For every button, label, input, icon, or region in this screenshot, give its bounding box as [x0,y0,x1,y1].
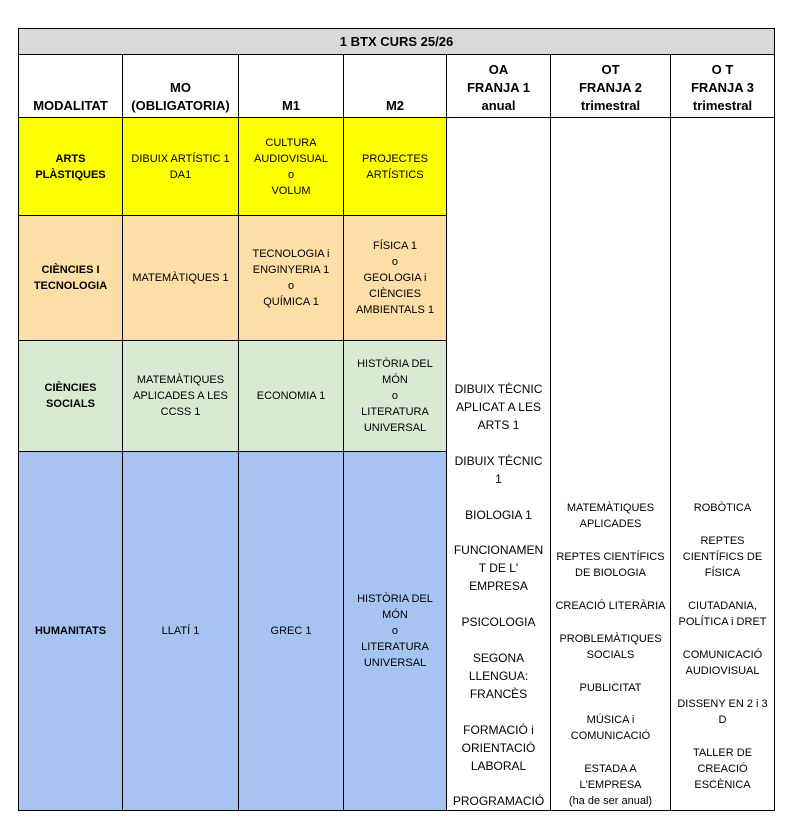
oa-option: PROGRAMACIÓ [452,794,545,808]
modalitat-ciencies-socials: CIÈNCIES SOCIALS [18,340,123,452]
m1-arts: CULTURA AUDIOVISUAL o VOLUM [238,117,344,216]
header-ot-franja-3: O T FRANJA 3 trimestral [670,54,775,118]
table-title: 1 BTX CURS 25/26 [18,28,775,55]
m2-arts: PROJECTES ARTÍSTICS [343,117,447,216]
header-ot-franja-2: OT FRANJA 2 trimestral [550,54,671,118]
m1-humanitats: GREC 1 [238,451,344,811]
ot3-option: DISSENY EN 2 i 3 D [677,698,768,726]
ot2-option: CREACIÓ LITERÀRIA [555,600,666,612]
m2-ciencies-socials: HISTÒRIA DEL MÓN o LITERATURA UNIVERSAL [343,340,447,452]
header-oa-franja-1: OA FRANJA 1 anual [446,54,551,118]
oa-option: DIBUIX TÈCNIC APLICAT A LES ARTS 1 [454,382,543,432]
header-m2: M2 [343,54,447,118]
m1-ciencies-tecnologia: TECNOLOGIA i ENGINYERIA 1 o QUÍMICA 1 [238,215,344,341]
ot3-option: ROBÒTICA [693,502,752,514]
ot2-option: PUBLICITAT [579,682,642,694]
header-m1: M1 [238,54,344,118]
mo-ciencies-socials: MATEMÀTIQUES APLICADES A LES CCSS 1 [122,340,239,452]
ot3-option: COMUNICACIÓ AUDIOVISUAL [682,649,763,677]
ot2-option: ESTADA A L'EMPRESA (ha de ser anual) [568,763,653,807]
mo-ciencies-tecnologia: MATEMÀTIQUES 1 [122,215,239,341]
oa-option: SEGONA LLENGUA: FRANCÈS [468,651,529,701]
oa-options-column [446,117,551,811]
modalitat-humanitats: HUMANITATS [18,451,123,811]
ot3-option: CIUTADANIA, POLÍTICA i DRET [678,600,767,628]
m2-humanitats: HISTÒRIA DEL MÓN o LITERATURA UNIVERSAL [343,451,447,811]
ot2-option: PROBLEMÀTIQUES SOCIALS [559,633,662,661]
oa-option: PSICOLOGIA [461,615,536,629]
modalitat-arts: ARTS PLÀSTIQUES [18,117,123,216]
m1-ciencies-socials: ECONOMIA 1 [238,340,344,452]
ot2-option: MÚSICA i COMUNICACIÓ [570,714,651,742]
ot2-options-column [550,117,671,811]
ot2-option: REPTES CIENTÍFICS DE BIOLOGIA [556,551,665,579]
oa-option: FORMACIÓ i ORIENTACIÓ LABORAL [461,723,536,773]
schedule-table [18,28,775,811]
modalitat-ciencies-tecnologia: CIÈNCIES I TECNOLOGIA [18,215,123,341]
header-modalitat: MODALITAT [18,54,123,118]
mo-humanitats: LLATÍ 1 [122,451,239,811]
mo-arts: DIBUIX ARTÍSTIC 1 DA1 [122,117,239,216]
ot3-option: REPTES CIENTÍFICS DE FÍSICA [682,535,763,579]
oa-option: DIBUIX TÈCNIC 1 [454,454,543,486]
oa-option: BIOLOGIA 1 [465,508,532,522]
ot3-options-column [670,117,775,811]
oa-option: FUNCIONAMEN T DE L' EMPRESA [453,543,544,593]
ot2-option: MATEMÀTIQUES APLICADES [566,502,655,530]
ot3-option: TALLER DE CREACIÓ ESCÈNICA [692,747,753,791]
m2-ciencies-tecnologia: FÍSICA 1 o GEOLOGIA i CIÈNCIES AMBIENTALS 1 [343,215,447,341]
header-mo: MO (OBLIGATORIA) [122,54,239,118]
